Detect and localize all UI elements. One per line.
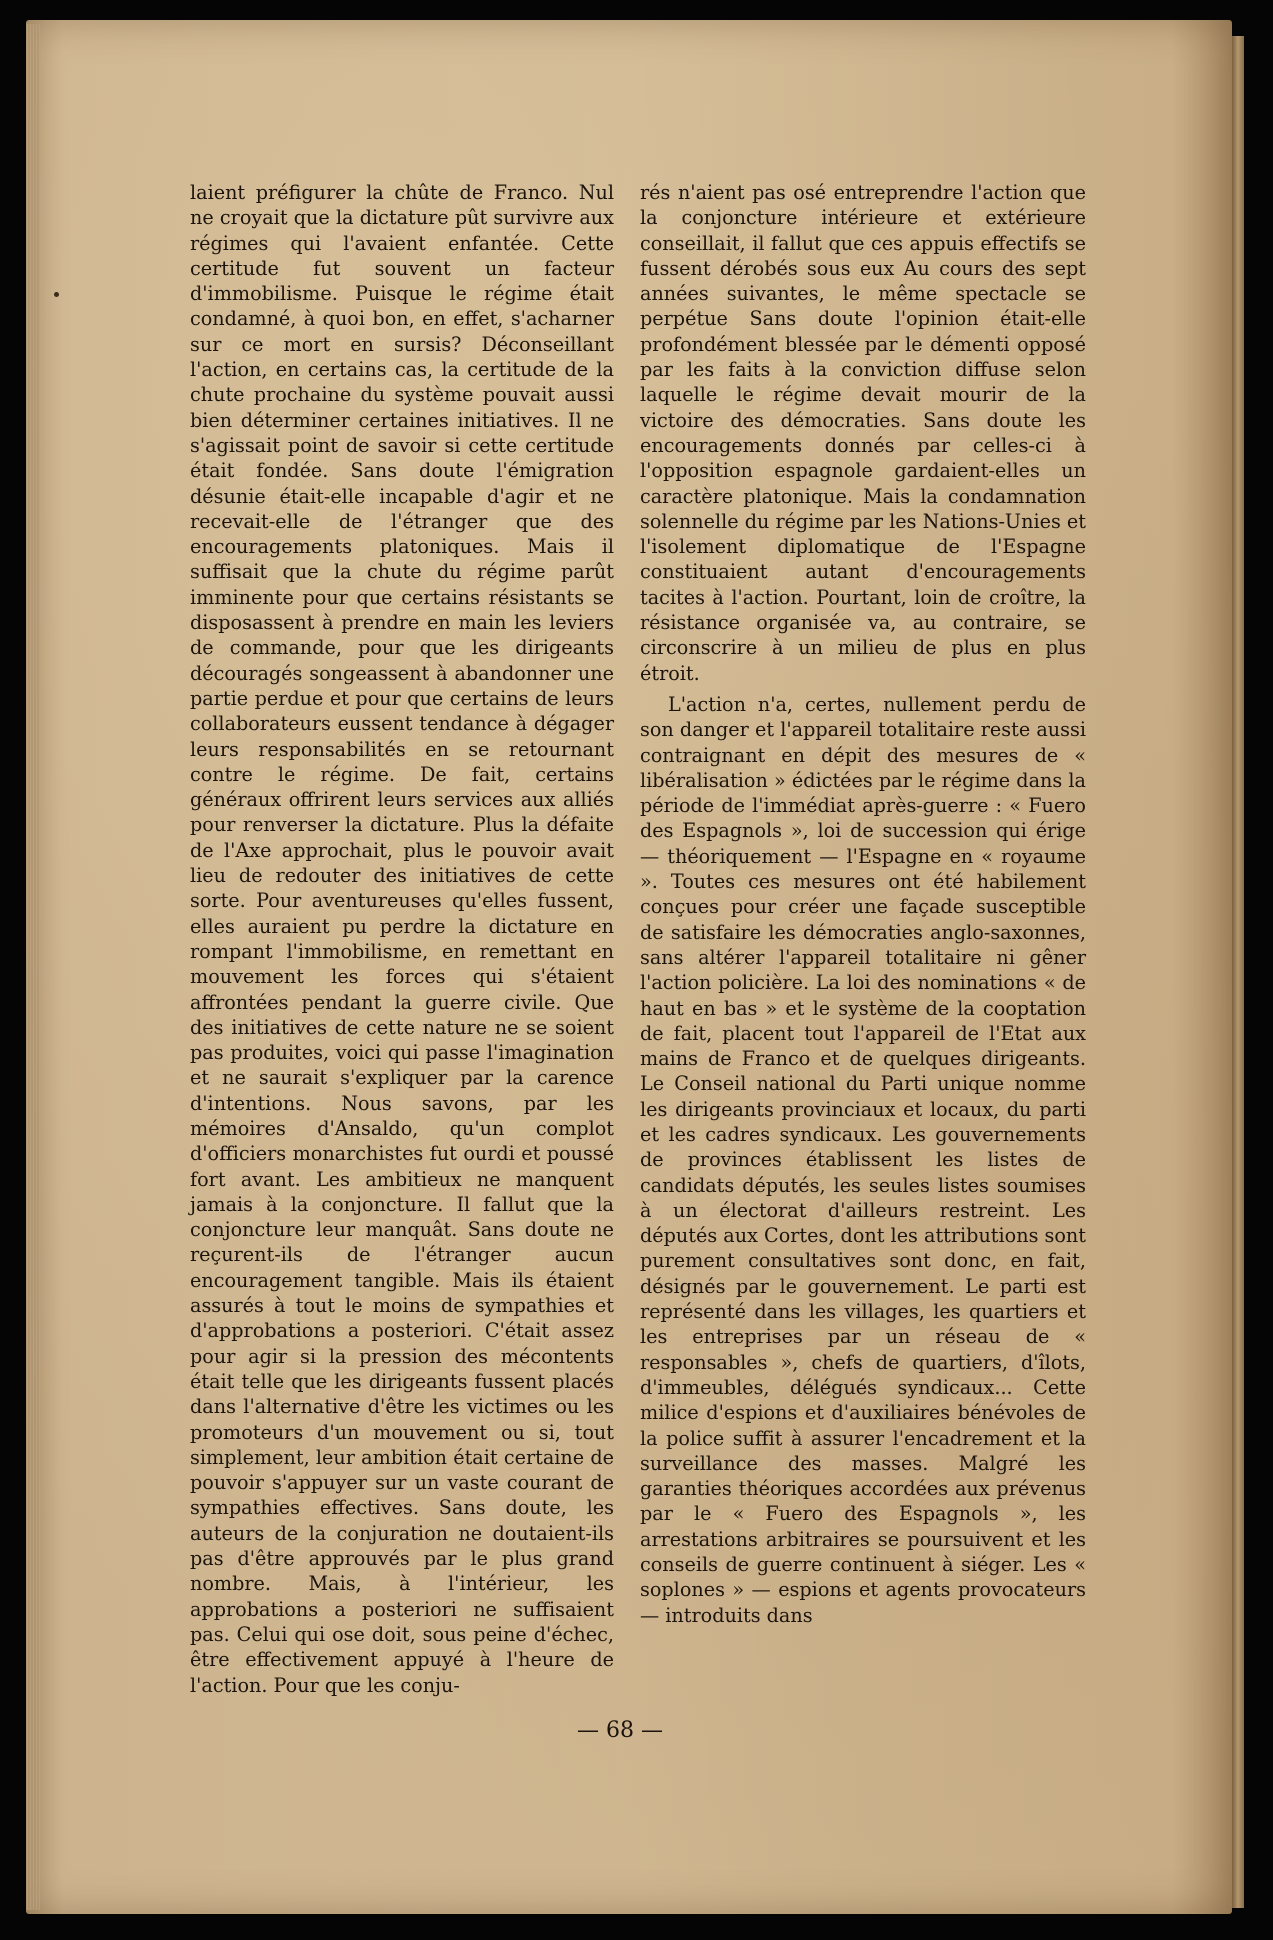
- paragraph: L'action n'a, certes, nullement perdu de son danger et l'appareil totalitaire reste aussi contraignant en dépit des mesures de « libéralisation » édictées par le régime dans la période de l'immédiat après-guerre : « Fuero des Espagnols », loi de succession qui érige — théoriquement — l'Espagne en « royaume ». Toutes ces mesures ont été habilement conçues pour créer une façade susceptible de satisfaire les démocraties anglo-saxonnes, sans altérer l'appareil totalitaire ni gêner l'action policière. La loi des nominations « de haut en bas » et le système de la cooptation de fait, placent tout l'appareil de l'Etat aux mains de Franco et de quelques dirigeants. Le Conseil national du Parti unique nomme les dirigeants provinciaux et locaux, du parti et les cadres syndicaux. Les gouvernements de provinces établissent les listes de candidats députés, les seules listes soumises à un électorat d'ailleurs restreint. Les députés aux Cortes, dont les attributions sont purement consultatives sont donc, en fait, désignés par le gouvernement. Le parti est représenté dans les villages, les quartiers et les entreprises par un réseau de « responsables », chefs de quartiers, d'îlots, d'immeubles, délégués syndicaux... Cette milice d'espions et d'auxiliaires bénévoles de la police suffit à assurer l'encadrement et la surveillance des masses. Malgré les garanties théoriques accordées aux prévenus par le « Fuero des Espagnols », les arrestations arbitraires se poursuivent et les conseils de guerre continuent à siéger. Les « soplones » — espions et agents provocateurs — introduits dans: [640, 692, 1086, 1627]
- paragraph: laient préfigurer la chûte de Franco. Nul ne croyait que la dictature pût survivre aux régimes qui l'avaient enfantée. Cette certitude fut souvent un facteur d'immobilisme. Puisque le régime était condamné, à quoi bon, en effet, s'acharner sur ce mort en sursis? Déconseillant l'action, en certains cas, la certitude de la chute prochaine du système pouvait aussi bien déterminer certaines initiatives. Il ne s'agissait point de savoir si cette certitude était fondée. Sans doute l'émigration désunie était-elle incapable d'agir et ne recevait-elle de l'étranger que des encouragements platoniques. Mais il suffisait que la chute du régime parût imminente pour que certains résistants se disposassent à prendre en main les leviers de commande, pour que les dirigeants découragés songeassent à abandonner une partie perdue et pour que certains de leurs collaborateurs eussent tendance à dégager leurs responsabilités en se retournant contre le régime. De fait, certains généraux offrirent leurs services aux alliés pour renverser la dictature. Plus la défaite de l'Axe approchait, plus le pouvoir avait lieu de redouter des initiatives de cette sorte. Pour aventureuses qu'elles fussent, elles auraient pu perdre la dictature en rompant l'immobilisme, en remettant en mouvement les forces qui s'étaient affrontées pendant la guerre civile. Que des initiatives de cette nature ne se soient pas produites, voici qui passe l'imagination et ne saurait s'expliquer par la carence d'intentions. Nous savons, par les mémoires d'Ansaldo, qu'un complot d'officiers monarchistes fut ourdi et poussé fort avant. Les ambitieux ne manquent jamais à la conjoncture. Il fallut que la conjoncture leur manquât. Sans doute ne reçurent-ils de l'étranger aucun encouragement tangible. Mais ils étaient assurés à tout le moins de sympathies et d'approbations a posteriori. C'était assez pour agir si la pression des mécontents était telle que les dirigeants fussent placés dans l'alternative d'être les victimes ou les promoteurs d'un mouvement ou si, tout simplement, leur ambition était certaine de pouvoir s'appuyer sur un vaste courant de sympathies effectives. Sans doute, les auteurs de la conjuration ne doutaient-ils pas d'être approuvés par le plus grand nombre. Mais, à l'intérieur, les approbations a posteriori ne suffisaient pas. Celui qui ose doit, sous peine d'échec, être effectivement appuyé à l'heure de l'action. Pour que les conju-: [190, 181, 614, 1697]
- next-page-edge: [1232, 36, 1244, 1908]
- paper-speck: [54, 292, 59, 297]
- page-stack-edge: [26, 24, 40, 1910]
- text-column-right: [640, 180, 1086, 1628]
- paragraph: rés n'aient pas osé entreprendre l'action que la conjoncture intérieure et extérieure conseillait, il fallut que ces appuis effectifs se fussent dérobés sous eux Au cours des sept années suivantes, le même spectacle se perpétue Sans doute l'opinion était-elle profondément blessée par le démenti opposé par les faits à la conviction diffuse selon laquelle le régime devait mourir de la victoire des démocraties. Sans doute les encouragements donnés par celles-ci à l'opposition espagnole gardaient-elles un caractère platonique. Mais la condamnation solennelle du régime par les Nations-Unies et l'isolement diplomatique de l'Espagne constituaient autant d'encouragements tacites à l'action. Pourtant, loin de croître, la résistance organisée va, au contraire, se circonscrire à un milieu de plus en plus étroit.: [640, 181, 1086, 685]
- text-column-left: [190, 180, 614, 1698]
- page-number: — 68 —: [577, 1718, 663, 1743]
